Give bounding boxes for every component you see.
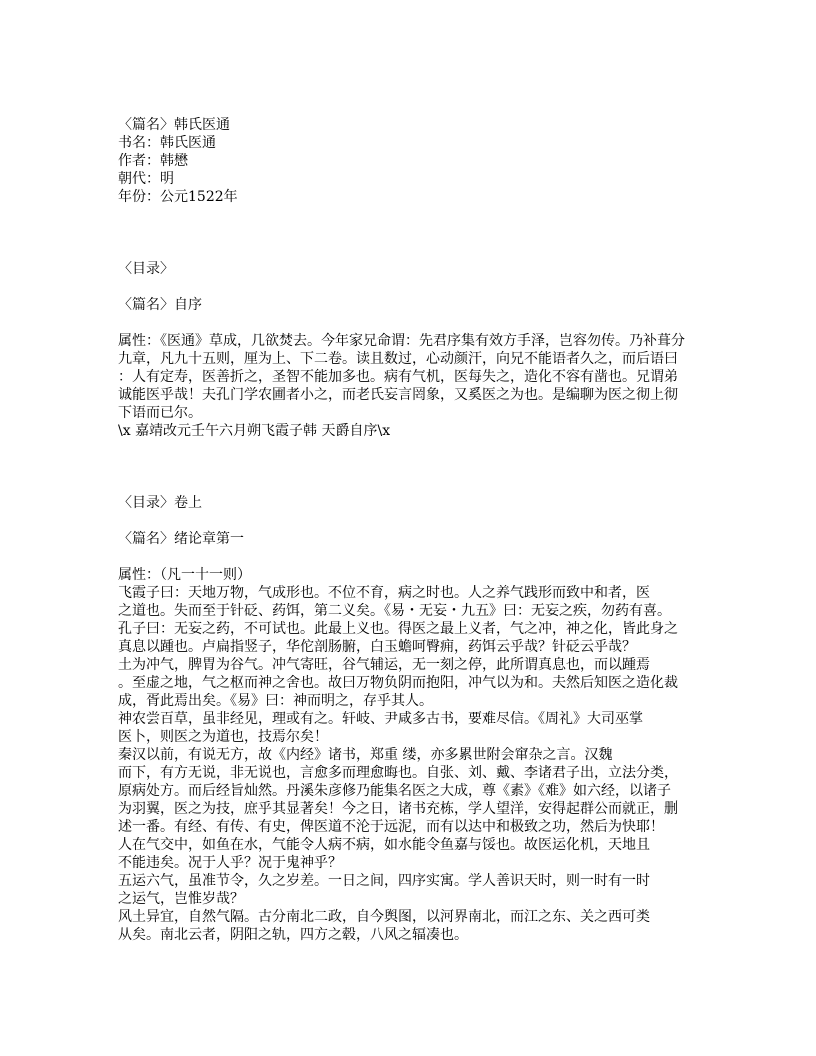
text-line: 属性：《医通》草成，几欲焚去。今年家兄命谓：先君序集有效方手泽，岂容勿传。乃补葺分 xyxy=(118,333,685,349)
document-page xyxy=(118,116,718,944)
text-line: 成，胥此焉出矣。《易》曰：神而明之，存乎其人。 xyxy=(118,693,433,709)
text-line: ：人有定寿，医善折之，圣智不能加多也。病有气机，医每失之，造化不容有凿也。兄谓弟 xyxy=(118,369,678,385)
preface-title: 〈篇名〉自序 xyxy=(118,297,202,313)
text-line: 。至虚之地，气之枢而神之舍也。故曰万物负阴而抱阳，冲气以为和。夫然后知医之造化裁 xyxy=(118,675,678,691)
text-line: 从矣。南北云者，阴阳之轨，四方之毂，八风之辐凑也。 xyxy=(118,927,468,943)
author: 作者：韩懋 xyxy=(118,153,188,169)
text-line: 之道也。失而至于针砭、药饵，第二义矣。《易・无妄・九五》曰：无妄之疾，勿药有喜。 xyxy=(118,603,671,619)
text-line: 属性：（凡一十一则） xyxy=(118,567,251,583)
text-line: 而下，有方无说，非无说也，言愈多而理愈晦也。自张、刘、戴、李诸君子出，立法分类， xyxy=(118,765,678,781)
text-line: 飞霞子曰：天地万物，气成形也。不位不育，病之时也。人之养气践形而致中和者，医 xyxy=(118,585,650,601)
text-line: \x 嘉靖改元壬午六月朔飞霞子韩 天爵自序\x xyxy=(118,423,391,439)
year: 年份：公元1522年 xyxy=(118,189,238,205)
text-line: 秦汉以前，有说无方，故《内经》诸书，郑重 缕，亦多累世附会窜杂之言。汉魏 xyxy=(118,747,613,763)
chapter-body xyxy=(118,566,718,944)
text-line: 述一番。有经、有传、有史，俾医道不沦于远泥，而有以达中和极致之功，然后为快耶！ xyxy=(118,819,664,835)
text-line: 诚能医乎哉！夫孔门学农圃者小之，而老氏妄言罔象，又奚医之为也。是编聊为医之彻上彻 xyxy=(118,387,678,403)
text-line: 医卜，则医之为道也，技焉尔矣！ xyxy=(118,729,328,745)
text-line: 下语而已尔。 xyxy=(118,405,202,421)
toc-heading: 〈目录〉 xyxy=(118,261,174,277)
chapter-title: 〈篇名〉绪论章第一 xyxy=(118,531,244,547)
text-line: 人在气交中，如鱼在水，气能令人病不病，如水能令鱼嘉与馁也。故医运化机，天地且 xyxy=(118,837,650,853)
text-line: 之运气，岂惟岁哉？ xyxy=(118,891,244,907)
text-line: 原病处方。而后经旨灿然。丹溪朱彦修乃能集名医之大成，尊《素》《难》如六经，以诸子 xyxy=(118,783,671,799)
preface-body xyxy=(118,332,718,440)
text-line: 为羽翼，医之为技，庶乎其显著矣！今之日，诸书充栋，学人望洋，安得起群公而就正，删 xyxy=(118,801,678,817)
text-line: 神农尝百草，虽非经见，理或有之。轩岐、尹咸多古书，要难尽信。《周礼》大司巫掌 xyxy=(118,711,643,727)
text-line: 孔子曰：无妄之药，不可试也。此最上义也。得医之最上义者，气之冲，神之化，皆此身之 xyxy=(118,621,678,637)
book-title-tag: 〈篇名〉韩氏医通 xyxy=(118,117,230,133)
text-line: 真息以踵也。卢扁指竖子，华佗剖肠腑，白玉蟾呵臀痈，药饵云乎哉？针砭云乎哉？ xyxy=(118,639,636,655)
text-line: 不能违矣。况于人乎？况于鬼神乎？ xyxy=(118,855,342,871)
text-line: 九章，凡九十五则，厘为上、下二卷。读且数过，心动颜汗，向兄不能语者久之，而后语曰 xyxy=(118,351,678,367)
toc-volume-heading: 〈目录〉卷上 xyxy=(118,495,202,511)
book-name: 书名：韩氏医通 xyxy=(118,135,216,151)
text-line: 风土异宜，自然气隔。古分南北二政，自今舆图，以河界南北，而江之东、关之西可类 xyxy=(118,909,650,925)
dynasty: 朝代：明 xyxy=(118,171,174,187)
text-line: 土为冲气，脾胃为谷气。冲气寄旺，谷气辅运，无一刻之停，此所谓真息也，而以踵焉 xyxy=(118,657,650,673)
text-line: 五运六气，虽准节令，久之岁差。一日之间，四序实寓。学人善识天时，则一时有一时 xyxy=(118,873,650,889)
